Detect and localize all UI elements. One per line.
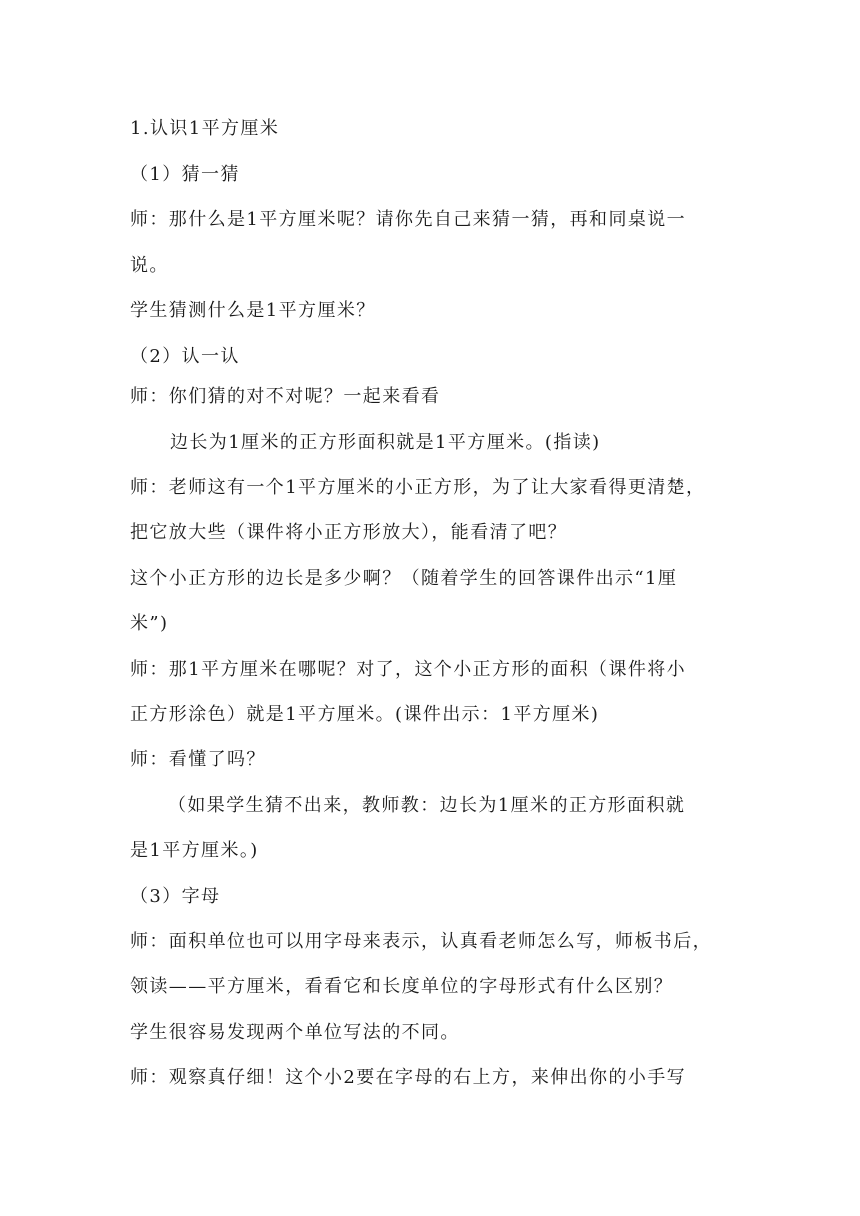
paragraph-line: 师：那1平方厘米在哪呢？对了，这个小正方形的面积（课件将小 — [130, 659, 687, 680]
paragraph-line: 师：那什么是1平方厘米呢？请你先自己来猜一猜，再和同桌说一 — [130, 209, 687, 230]
paragraph-line: 学生猜测什么是1平方厘米？ — [130, 300, 376, 321]
paragraph-line: 领读——平方厘米，看看它和长度单位的字母形式有什么区别？ — [130, 976, 674, 997]
subsection-heading: （1）猜一猜 — [130, 164, 240, 185]
paragraph-line: 是1平方厘米。) — [130, 840, 259, 861]
paragraph-line: 这个小正方形的边长是多少啊？（随着学生的回答课件出示“1厘 — [130, 568, 678, 589]
subsection-heading: （2）认一认 — [130, 346, 240, 367]
paragraph-line: 把它放大些（课件将小正方形放大），能看清了吧？ — [130, 522, 568, 543]
paragraph-line: 米”) — [130, 613, 169, 634]
paragraph-line: 正方形涂色）就是1平方厘米。(课件出示：1平方厘米) — [130, 704, 600, 725]
paragraph-line: 师：面积单位也可以用字母来表示，认真看老师怎么写，师板书后， — [130, 931, 712, 952]
section-heading: 1.认识1平方厘米 — [130, 118, 280, 139]
paragraph-line: 边长为1厘米的正方形面积就是1平方厘米。(指读) — [170, 432, 601, 453]
subsection-heading: （3）字母 — [130, 886, 221, 907]
paragraph-line: 学生很容易发现两个单位写法的不同。 — [130, 1022, 460, 1043]
paragraph-line: 师：看懂了吗？ — [130, 749, 266, 770]
paragraph-line: 师：观察真仔细！这个小2要在字母的右上方，来伸出你的小手写 — [130, 1067, 687, 1088]
paragraph-line: 说。 — [130, 255, 169, 276]
paragraph-line: （如果学生猜不出来，教师教：边长为1厘米的正方形面积就 — [168, 795, 686, 816]
paragraph-line: 师：你们猜的对不对呢？一起来看看 — [130, 386, 441, 407]
paragraph-line: 师：老师这有一个1平方厘米的小正方形，为了让大家看得更清楚， — [130, 477, 706, 498]
